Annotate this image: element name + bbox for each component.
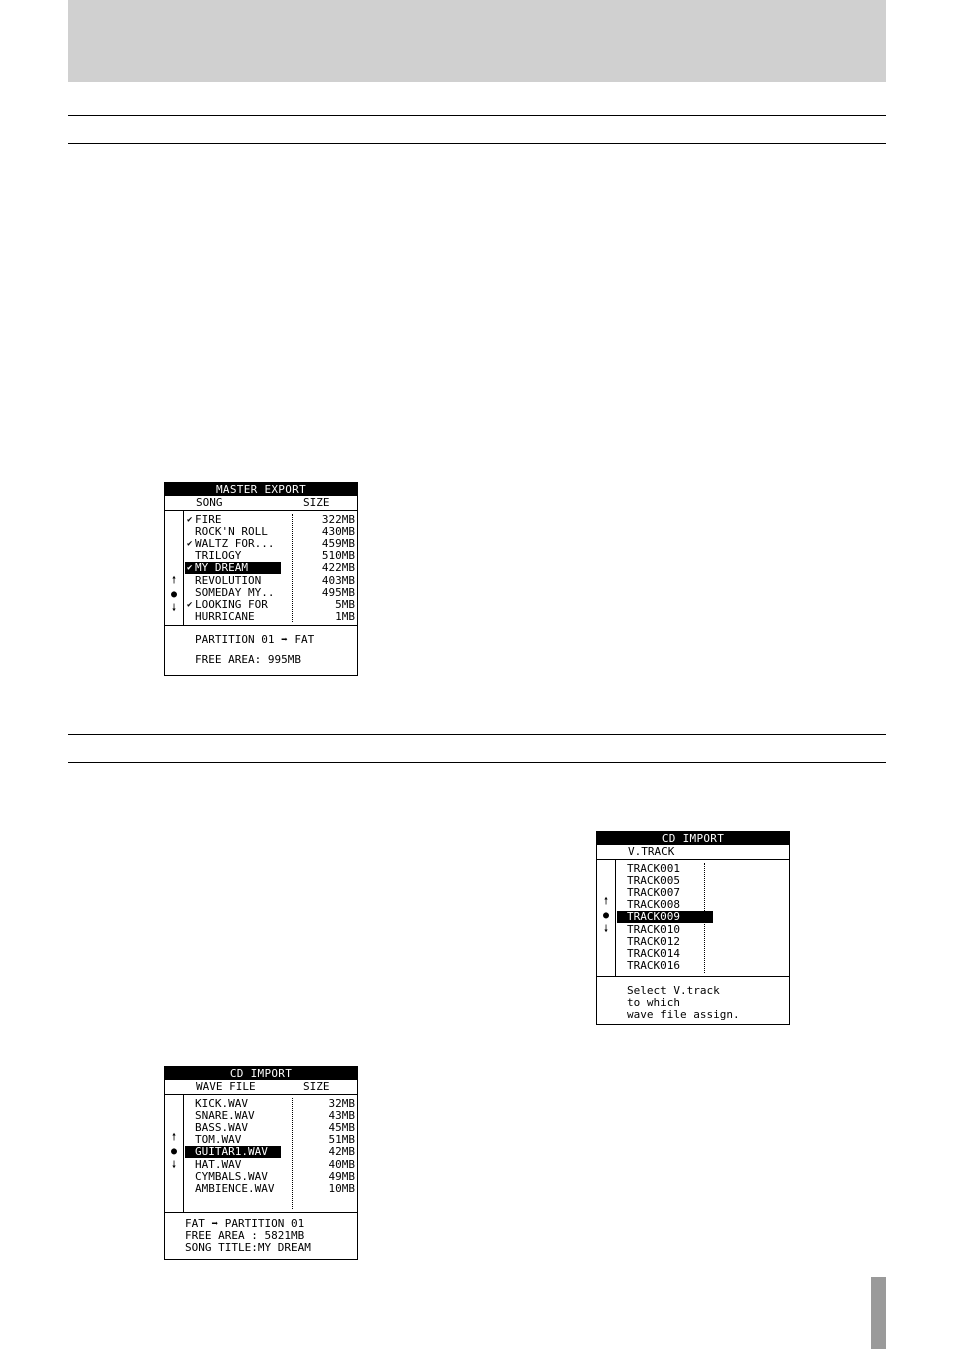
jog-dial-icon: ●: [170, 589, 178, 600]
list-item[interactable]: [617, 948, 787, 960]
item-size: 510MB: [321, 549, 355, 563]
checkmark-icon: ✔: [187, 515, 193, 525]
import-direction: FAT ➡ PARTITION 01: [185, 1217, 305, 1230]
item-name: TRILOGY: [195, 549, 242, 563]
item-name: SNARE.WAV: [195, 1109, 255, 1123]
scroll-down-icon: 🠗: [171, 1160, 177, 1171]
item-size: 422MB: [321, 561, 355, 575]
list-item[interactable]: [185, 1159, 355, 1171]
item-size: 42MB: [328, 1145, 355, 1159]
item-name: TRACK007: [627, 886, 680, 900]
list-item[interactable]: [617, 924, 787, 936]
item-name: TRACK009: [627, 910, 680, 924]
item-name: BASS.WAV: [195, 1121, 248, 1135]
item-name: TRACK010: [627, 922, 680, 936]
page-side-tab: [871, 1277, 886, 1349]
item-name: TOM.WAV: [195, 1133, 242, 1147]
item-name: TRACK005: [627, 874, 680, 888]
scroll-up-icon: 🠕: [603, 896, 609, 907]
free-area: FREE AREA: 995MB: [195, 653, 301, 666]
item-name: TRACK016: [627, 958, 680, 972]
item-size: 430MB: [321, 525, 355, 539]
item-name: GUITAR1.WAV: [195, 1145, 268, 1159]
list-item[interactable]: [185, 575, 355, 587]
wave-file-column-label: WAVE FILE: [196, 1080, 256, 1093]
item-name: HURRICANE: [195, 609, 255, 623]
item-size: 459MB: [321, 537, 355, 551]
jog-dial-icon: ●: [170, 1146, 178, 1157]
item-size: 322MB: [321, 513, 355, 526]
screen-title: CD IMPORT: [597, 832, 789, 845]
wave-file-list: [165, 1095, 357, 1213]
column-header: [165, 496, 357, 511]
instruction-text: [597, 977, 789, 1026]
item-name: SOMEDAY MY..: [195, 585, 275, 599]
item-name: ROCK'N ROLL: [195, 525, 268, 539]
item-size: 40MB: [328, 1157, 355, 1171]
partition-direction: PARTITION 01 ➡ FAT: [195, 633, 315, 646]
section-rule-bottom: [68, 143, 886, 144]
item-size: 1MB: [335, 609, 355, 623]
cd-import-vtrack-screen: [596, 831, 790, 1025]
column-header: [165, 1080, 357, 1095]
vtrack-column-label: V.TRACK: [628, 845, 675, 858]
item-name: MY DREAM: [195, 561, 248, 575]
list-item[interactable]: [617, 960, 787, 972]
free-area: FREE AREA : 5821MB: [185, 1229, 305, 1242]
screen-title: MASTER EXPORT: [165, 483, 357, 496]
section-rule-top: [68, 115, 886, 116]
item-name: REVOLUTION: [195, 573, 262, 587]
scroll-up-icon: 🠕: [171, 1132, 177, 1143]
vtrack-list: [597, 860, 789, 977]
item-name: KICK.WAV: [195, 1097, 248, 1110]
item-size: 10MB: [328, 1181, 355, 1195]
item-name: TRACK001: [627, 862, 680, 875]
song-column-label: SONG: [196, 496, 223, 509]
checkmark-icon: ✔: [187, 563, 193, 574]
page-header-band: [68, 0, 886, 82]
scroll-down-icon: 🠗: [603, 924, 609, 935]
list-item[interactable]: [185, 1183, 355, 1195]
item-size: 45MB: [328, 1121, 355, 1135]
import-info: [165, 1213, 357, 1261]
song-list: [165, 511, 357, 626]
item-name: LOOKING FOR: [195, 597, 268, 611]
list-item[interactable]: [185, 562, 355, 574]
item-size: 403MB: [321, 573, 355, 587]
item-size: 5MB: [335, 597, 355, 611]
section2-rule-bottom: [68, 762, 886, 763]
item-name: WALTZ FOR...: [195, 537, 275, 551]
jog-dial-icon: ●: [602, 910, 610, 921]
list-item[interactable]: [185, 1146, 355, 1158]
instruction-line: to which: [627, 996, 680, 1009]
item-name: CYMBALS.WAV: [195, 1169, 268, 1183]
item-name: FIRE: [195, 513, 222, 526]
size-column-label: SIZE: [303, 496, 330, 509]
section2-rule-top: [68, 734, 886, 735]
instruction-line: Select V.track: [627, 984, 720, 997]
checkmark-icon: ✔: [187, 539, 193, 550]
item-size: 32MB: [328, 1097, 355, 1110]
item-name: AMBIENCE.WAV: [195, 1181, 275, 1195]
item-size: 51MB: [328, 1133, 355, 1147]
song-title: SONG TITLE:MY DREAM: [185, 1241, 311, 1254]
item-size: 49MB: [328, 1169, 355, 1183]
list-item[interactable]: [617, 911, 787, 923]
export-info: [165, 626, 357, 676]
list-item[interactable]: [185, 587, 355, 599]
item-size: 495MB: [321, 585, 355, 599]
screen-title: CD IMPORT: [165, 1067, 357, 1080]
master-export-screen: [164, 482, 358, 676]
cd-import-wave-screen: [164, 1066, 358, 1260]
scroll-down-icon: 🠗: [171, 603, 177, 614]
scroll-up-icon: 🠕: [171, 575, 177, 586]
size-column-label: SIZE: [303, 1080, 330, 1093]
column-header: [597, 845, 789, 860]
item-name: HAT.WAV: [195, 1157, 242, 1171]
list-item[interactable]: [185, 611, 355, 623]
checkmark-icon: ✔: [187, 599, 193, 610]
item-size: 43MB: [328, 1109, 355, 1123]
item-name: TRACK014: [627, 946, 680, 960]
list-item[interactable]: [617, 936, 787, 948]
item-name: TRACK008: [627, 898, 680, 912]
list-item[interactable]: [185, 1171, 355, 1183]
instruction-line: wave file assign.: [627, 1008, 740, 1021]
list-item[interactable]: [185, 599, 355, 611]
item-name: TRACK012: [627, 934, 680, 948]
